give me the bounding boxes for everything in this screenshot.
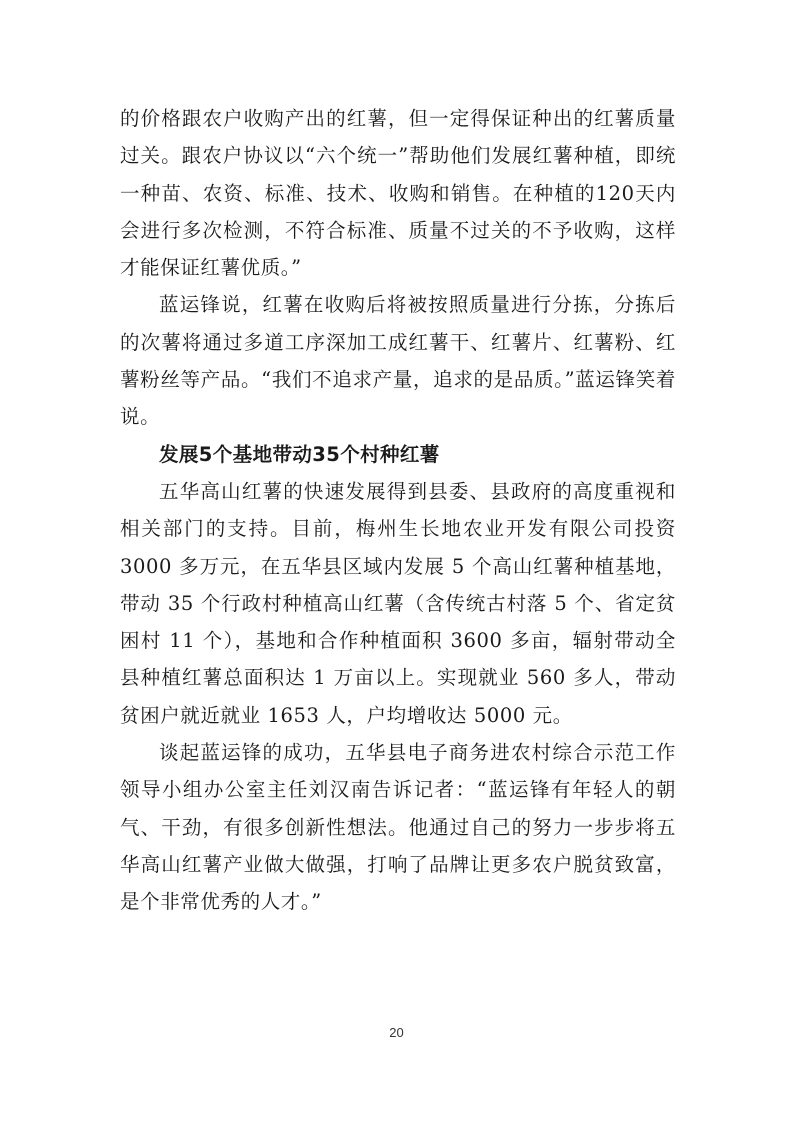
page-number: 20 — [389, 1025, 404, 1040]
paragraph-continued: 的价格跟农户收购产出的红薯，但一定得保证种出的红薯质量过关。跟农户协议以“六个统一”帮助他们发展红薯种植，即统一种苗、农资、标准、技术、收购和销售。在种植的120天内会进行多次检测，不符合标准、质量不过关的不予收购，这样才能保证红薯优质。” — [120, 107, 676, 280]
section-heading: 发展5个基地带动35个村种红薯 — [159, 442, 440, 466]
document-body — [120, 100, 676, 921]
paragraph-development: 五华高山红薯的快速发展得到县委、县政府的高度重视和相关部门的支持。目前，梅州生长地农业开发有限公司投资 3000 多万元，在五华县区域内发展 5 个高山红薯种植基地，带动 35 个行政村种植高山红薯（含传统古村落 5 个、省定贫困村 11 个），基地和合作种植面积 3600 多亩，辐射带动全县种植红薯总面积达 1 万亩以上。实现就业 560 多人，带动贫困户就近就业 1653 人，户均增收达 5000 元。 — [120, 479, 676, 727]
paragraph-success-quote: 谈起蓝运锋的成功，五华县电子商务进农村综合示范工作领导小组办公室主任刘汉南告诉记者：“蓝运锋有年轻人的朝气、干劲，有很多创新性想法。他通过自己的努力一步步将五华高山红薯产业做大做强，打响了品牌让更多农户脱贫致富，是个非常优秀的人才。” — [120, 741, 676, 914]
paragraph-lan-yunfeng-sorting: 蓝运锋说，红薯在收购后将被按照质量进行分拣，分拣后的次薯将通过多道工序深加工成红薯干、红薯片、红薯粉、红薯粉丝等产品。“我们不追求产量，追求的是品质。”蓝运锋笑着说。 — [120, 293, 676, 429]
